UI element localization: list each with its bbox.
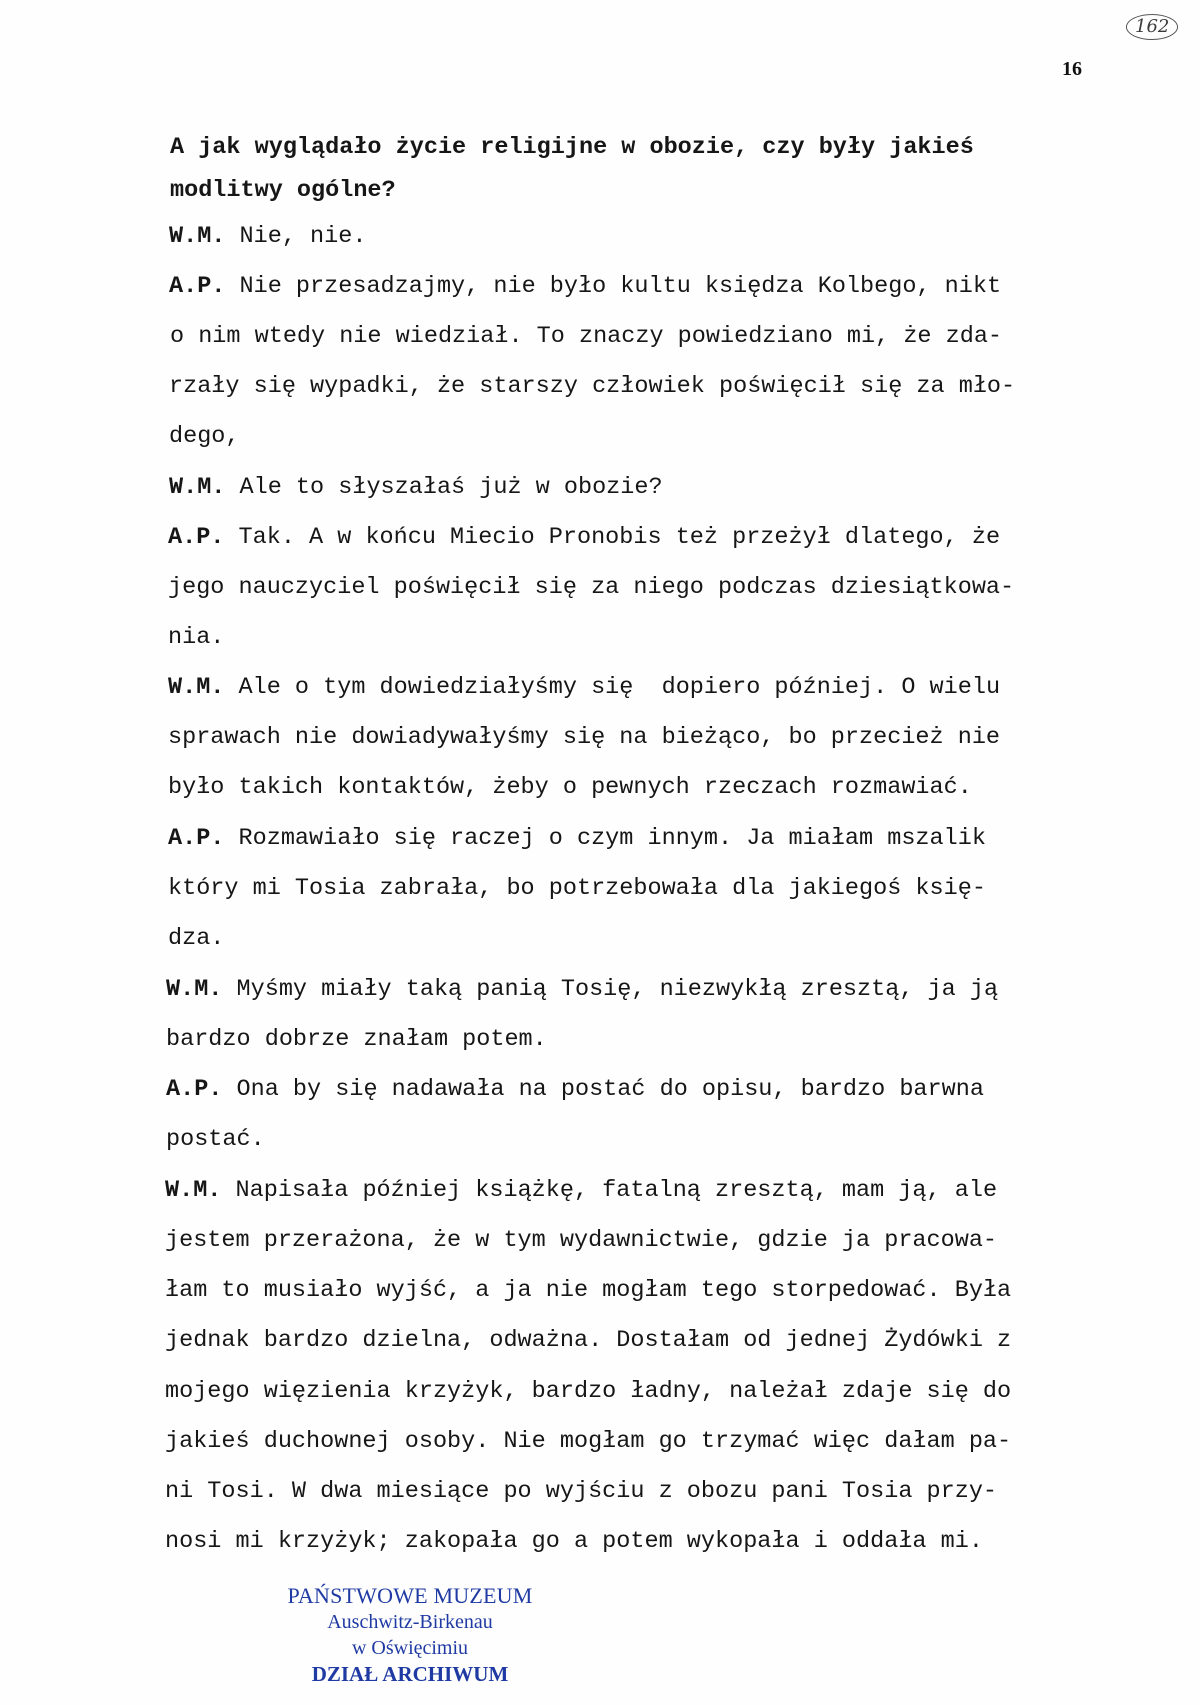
transcript-line — [169, 423, 240, 451]
line-text: nia. — [168, 624, 225, 651]
line-text: Nie przesadzajmy, nie było kultu księdza Kolbego, nikt — [225, 273, 1002, 300]
stamp-line-4: DZIAŁ ARCHIWUM — [311, 1662, 509, 1686]
transcript-line — [168, 774, 972, 802]
transcript-line — [168, 574, 1014, 602]
transcript-line — [169, 474, 663, 502]
line-text: ni Tosi. W dwa miesiące po wyjściu z obozu pani Tosia przy- — [165, 1478, 998, 1505]
transcript-line — [168, 825, 986, 853]
transcript-line — [168, 524, 1000, 552]
line-text: jakieś duchownej osoby. Nie mogłam go trzymać więc dałam pa- — [165, 1428, 1012, 1455]
transcript-line — [168, 925, 224, 953]
line-text: Nie, nie. — [225, 223, 367, 250]
archive-stamp — [270, 1583, 550, 1687]
transcript-line — [168, 674, 1000, 702]
line-text: postać. — [166, 1126, 265, 1153]
transcript-line — [165, 1177, 997, 1205]
speaker-label: W.M. — [169, 223, 226, 250]
question-line — [170, 177, 396, 205]
speaker-label: W.M. — [168, 674, 225, 701]
line-text: dego, — [169, 423, 240, 450]
line-text: jego nauczyciel poświęcił się za niego podczas dziesiątkowa- — [168, 574, 1015, 601]
speaker-label: A.P. — [166, 1076, 223, 1103]
line-text: rzały się wypadki, że starszy człowiek poświęcił się za mło- — [169, 373, 1016, 400]
line-text: Myśmy miały taką panią Tosię, niezwykłą zresztą, ja ją — [222, 976, 999, 1003]
line-text: Ale to słyszałaś już w obozie? — [225, 474, 663, 501]
transcript-line — [165, 1378, 1011, 1406]
line-text: Napisała później książkę, fatalną zresztą, mam ją, ale — [221, 1177, 998, 1204]
stamp-line-2: Auschwitz-Birkenau — [327, 1611, 493, 1633]
line-text: sprawach nie dowiadywałyśmy się na bieżąco, bo przecież nie — [168, 724, 1001, 751]
transcript-line — [168, 875, 986, 903]
transcript-line — [166, 1026, 547, 1054]
transcript-line — [165, 1428, 1011, 1456]
transcript-line — [169, 373, 1015, 401]
line-text: który mi Tosia zabrała, bo potrzebowała dla jakiegoś księ- — [168, 875, 986, 902]
speaker-label: A.P. — [168, 825, 225, 852]
question-line — [170, 134, 974, 162]
line-text: Rozmawiało się raczej o czym innym. Ja miałam mszalik — [224, 825, 986, 852]
line-text: nosi mi krzyżyk; zakopała go a potem wykopała i oddała mi. — [165, 1528, 983, 1555]
line-text: Ale o tym dowiedziałyśmy się dopiero później. O wielu — [224, 674, 1001, 701]
transcript-line — [165, 1277, 1011, 1305]
transcript-line — [168, 624, 224, 652]
stamp-line-1: PAŃSTWOWE MUZEUM — [287, 1583, 533, 1608]
transcript-line — [166, 1076, 984, 1104]
speaker-label: W.M. — [169, 474, 226, 501]
transcript-line — [166, 976, 998, 1004]
line-text: Tak. A w końcu Miecio Pronobis też przeżył dlatego, że — [224, 524, 1001, 551]
line-text: modlitwy ogólne? — [170, 177, 396, 204]
stamp-line-3: w Oświęcimiu — [351, 1637, 469, 1659]
transcript-line — [165, 1327, 1011, 1355]
speaker-label: W.M. — [165, 1177, 222, 1204]
transcript-line — [168, 724, 1000, 752]
line-text: o nim wtedy nie wiedział. To znaczy powiedziano mi, że zda- — [170, 323, 1003, 350]
line-text: bardzo dobrze znałam potem. — [166, 1026, 547, 1053]
speaker-label: A.P. — [168, 524, 225, 551]
transcript-line — [165, 1478, 997, 1506]
transcript-line — [170, 323, 1002, 351]
line-text: dza. — [168, 925, 225, 952]
speaker-label: W.M. — [166, 976, 223, 1003]
transcript-line — [165, 1227, 997, 1255]
line-text: mojego więzienia krzyżyk, bardzo ładny, należał zdaje się do — [165, 1378, 1012, 1405]
line-text: Ona by się nadawała na postać do opisu, bardzo barwna — [222, 1076, 984, 1103]
line-text: jednak bardzo dzielna, odważna. Dostałam od jednej Żydówki z — [165, 1327, 1012, 1354]
transcript-line — [169, 273, 1001, 301]
transcript-line — [169, 223, 366, 251]
line-text: A jak wyglądało życie religijne w obozie, czy były jakieś — [170, 134, 974, 161]
line-text: jestem przerażona, że w tym wydawnictwie, gdzie ja pracowa- — [165, 1227, 998, 1254]
speaker-label: A.P. — [169, 273, 226, 300]
transcript-line — [166, 1126, 265, 1154]
transcript-line — [165, 1528, 983, 1556]
page-number: 16 — [1062, 58, 1082, 80]
archive-number: 162 — [1126, 14, 1178, 40]
line-text: łam to musiało wyjść, a ja nie mogłam tego storpedować. Była — [165, 1277, 1012, 1304]
line-text: było takich kontaktów, żeby o pewnych rzeczach rozmawiać. — [168, 774, 972, 801]
